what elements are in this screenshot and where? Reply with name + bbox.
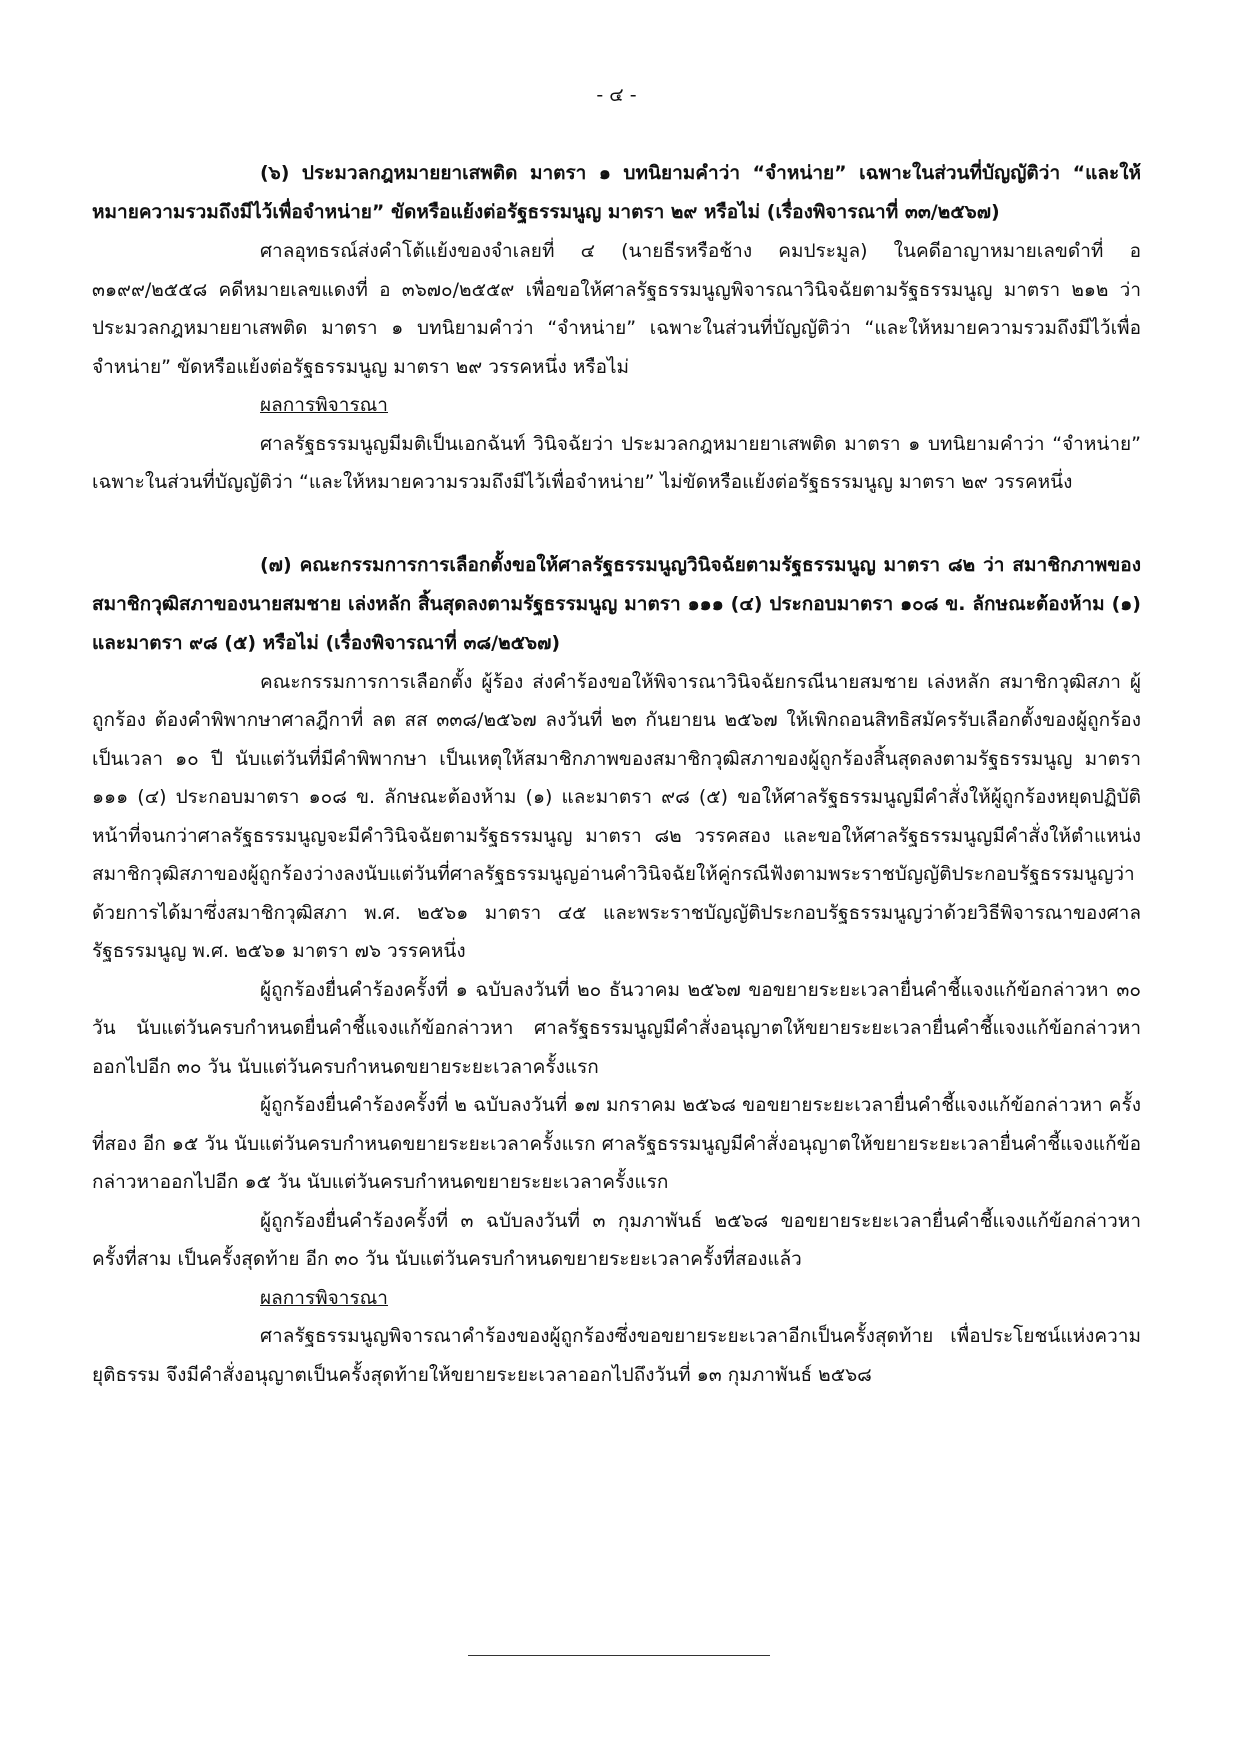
section-paragraph: ผู้ถูกร้องยื่นคำร้องครั้งที่ ๑ ฉบับลงวันที่ ๒๐ ธันวาคม ๒๕๖๗ ขอขยายระยะเวลายื่นคำชี้แจงแก้ข้อกล่าวหา ๓๐ วัน นับแต่วันครบกำหนดยื่นคำชี้แจงแก้ข้อกล่าวหา ศาลรัฐธรรมนูญมีคำสั่งอนุญาตให้ขยายระยะเวลายื่นคำชี้แจงแก้ข้อกล่าวหาออกไปอีก ๓๐ วัน นับแต่วันครบกำหนดขยายระยะเวลาครั้งแรก [92, 978, 1141, 1078]
section-paragraph: ผู้ถูกร้องยื่นคำร้องครั้งที่ ๒ ฉบับลงวันที่ ๑๗ มกราคม ๒๕๖๘ ขอขยายระยะเวลายื่นคำชี้แจงแก้ข้อกล่าวหา ครั้งที่สอง อีก ๑๕ วัน นับแต่วันครบกำหนดขยายระยะเวลาครั้งแรก ศาลรัฐธรรมนูญมีคำสั่งอนุญาตให้ขยายระยะเวลายื่นคำชี้แจงแก้ข้อกล่าวหาออกไปอีก ๑๕ วัน นับแต่วันครบกำหนดขยายระยะเวลาครั้งแรก [92, 1094, 1141, 1193]
section-7 [92, 546, 1141, 1395]
end-divider [468, 1655, 770, 1656]
section-paragraph: ศาลอุทธรณ์ส่งคำโต้แย้งของจำเลยที่ ๔ (นายธีรหรือช้าง คมประมูล) ในคดีอาญาหมายเลขดำที่ อ ๓๑๙๙/๒๕๕๘ คดีหมายเลขแดงที่ อ ๓๖๗๐/๒๕๕๙ เพื่อขอให้ศาลรัฐธรรมนูญพิจารณาวินิจฉัยตามรัฐธรรมนูญ มาตรา ๒๑๒ ว่า ประมวลกฎหมายยาเสพติด มาตรา ๑ บทนิยามคำว่า “จำหน่าย” เฉพาะในส่วนที่บัญญัติว่า “และให้หมายความรวมถึงมีไว้เพื่อจำหน่าย” ขัดหรือแย้งต่อรัฐธรรมนูญ มาตรา ๒๙ วรรคหนึ่ง หรือไม่ [92, 240, 1141, 378]
section-paragraph: คณะกรรมการการเลือกตั้ง ผู้ร้อง ส่งคำร้องขอให้พิจารณาวินิจฉัยกรณีนายสมชาย เล่งหลัก สมาชิกวุฒิสภา ผู้ถูกร้อง ต้องคำพิพากษาศาลฎีกาที่ ลต สส ๓๓๘/๒๕๖๗ ลงวันที่ ๒๓ กันยายน ๒๕๖๗ ให้เพิกถอนสิทธิสมัครรับเลือกตั้งของผู้ถูกร้องเป็นเวลา ๑๐ ปี นับแต่วันที่มีคำพิพากษา เป็นเหตุให้สมาชิกภาพของสมาชิกวุฒิสภาของผู้ถูกร้องสิ้นสุดลงตามรัฐธรรมนูญ มาตรา ๑๑๑ (๔) ประกอบมาตรา ๑๐๘ ข. ลักษณะต้องห้าม (๑) และมาตรา ๙๘ (๕) ขอให้ศาลรัฐธรรมนูญมีคำสั่งให้ผู้ถูกร้องหยุดปฏิบัติหน้าที่จนกว่าศาลรัฐธรรมนูญจะมีคำวินิจฉัยตามรัฐธรรมนูญ มาตรา ๘๒ วรรคสอง และขอให้ศาลรัฐธรรมนูญมีคำสั่งให้ตำแหน่งสมาชิกวุฒิสภาของผู้ถูกร้องว่างลงนับแต่วันที่ศาลรัฐธรรมนูญอ่านคำวินิจฉัยให้คู่กรณีฟังตามพระราชบัญญัติประกอบรัฐธรรมนูญว่าด้วยการได้มาซึ่งสมาชิกวุฒิสภา พ.ศ. ๒๕๖๑ มาตรา ๔๕ และพระราชบัญญัติประกอบรัฐธรรมนูญว่าด้วยวิธีพิจารณาของศาลรัฐธรรมนูญ พ.ศ. ๒๕๖๑ มาตรา ๗๖ วรรคหนึ่ง [92, 670, 1141, 962]
result-paragraph: ศาลรัฐธรรมนูญพิจารณาคำร้องของผู้ถูกร้องซึ่งขอขยายระยะเวลาอีกเป็นครั้งสุดท้าย เพื่อประโยชน์แห่งความยุติธรรม จึงมีคำสั่งอนุญาตเป็นครั้งสุดท้ายให้ขยายระยะเวลาออกไปถึงวันที่ ๑๓ กุมภาพันธ์ ๒๕๖๘ [92, 1325, 1141, 1386]
section-paragraph: ผู้ถูกร้องยื่นคำร้องครั้งที่ ๓ ฉบับลงวันที่ ๓ กุมภาพันธ์ ๒๕๖๘ ขอขยายระยะเวลายื่นคำชี้แจงแก้ข้อกล่าวหา ครั้งที่สาม เป็นครั้งสุดท้าย อีก ๓๐ วัน นับแต่วันครบกำหนดขยายระยะเวลาครั้งที่สองแล้ว [92, 1209, 1141, 1270]
result-label: ผลการพิจารณา [260, 1286, 388, 1309]
section-gap [92, 502, 1141, 546]
page-number: - ๔ - [596, 84, 637, 106]
result-paragraph: ศาลรัฐธรรมนูญมีมติเป็นเอกฉันท์ วินิจฉัยว่า ประมวลกฎหมายยาเสพติด มาตรา ๑ บทนิยามคำว่า “จำหน่าย” เฉพาะในส่วนที่บัญญัติว่า “และให้หมายความรวมถึงมีไว้เพื่อจำหน่าย” ไม่ขัดหรือแย้งต่อรัฐธรรมนูญ มาตรา ๒๙ วรรคหนึ่ง [92, 432, 1141, 493]
section-heading: (๗) คณะกรรมการการเลือกตั้งขอให้ศาลรัฐธรรมนูญวินิจฉัยตามรัฐธรรมนูญ มาตรา ๘๒ ว่า สมาชิกภาพของสมาชิกวุฒิสภาของนายสมชาย เล่งหลัก สิ้นสุดลงตามรัฐธรรมนูญ มาตรา ๑๑๑ (๔) ประกอบมาตรา ๑๐๘ ข. ลักษณะต้องห้าม (๑) และมาตรา ๙๘ (๕) หรือไม่ (เรื่องพิจารณาที่ ๓๘/๒๕๖๗) [92, 553, 1141, 654]
section-heading: (๖) ประมวลกฎหมายยาเสพติด มาตรา ๑ บทนิยามคำว่า “จำหน่าย” เฉพาะในส่วนที่บัญญัติว่า “และให้หมายความรวมถึงมีไว้เพื่อจำหน่าย” ขัดหรือแย้งต่อรัฐธรรมนูญ มาตรา ๒๙ หรือไม่ (เรื่องพิจารณาที่ ๓๓/๒๕๖๗) [92, 162, 1141, 223]
section-6 [92, 154, 1141, 502]
result-label: ผลการพิจารณา [260, 394, 388, 416]
